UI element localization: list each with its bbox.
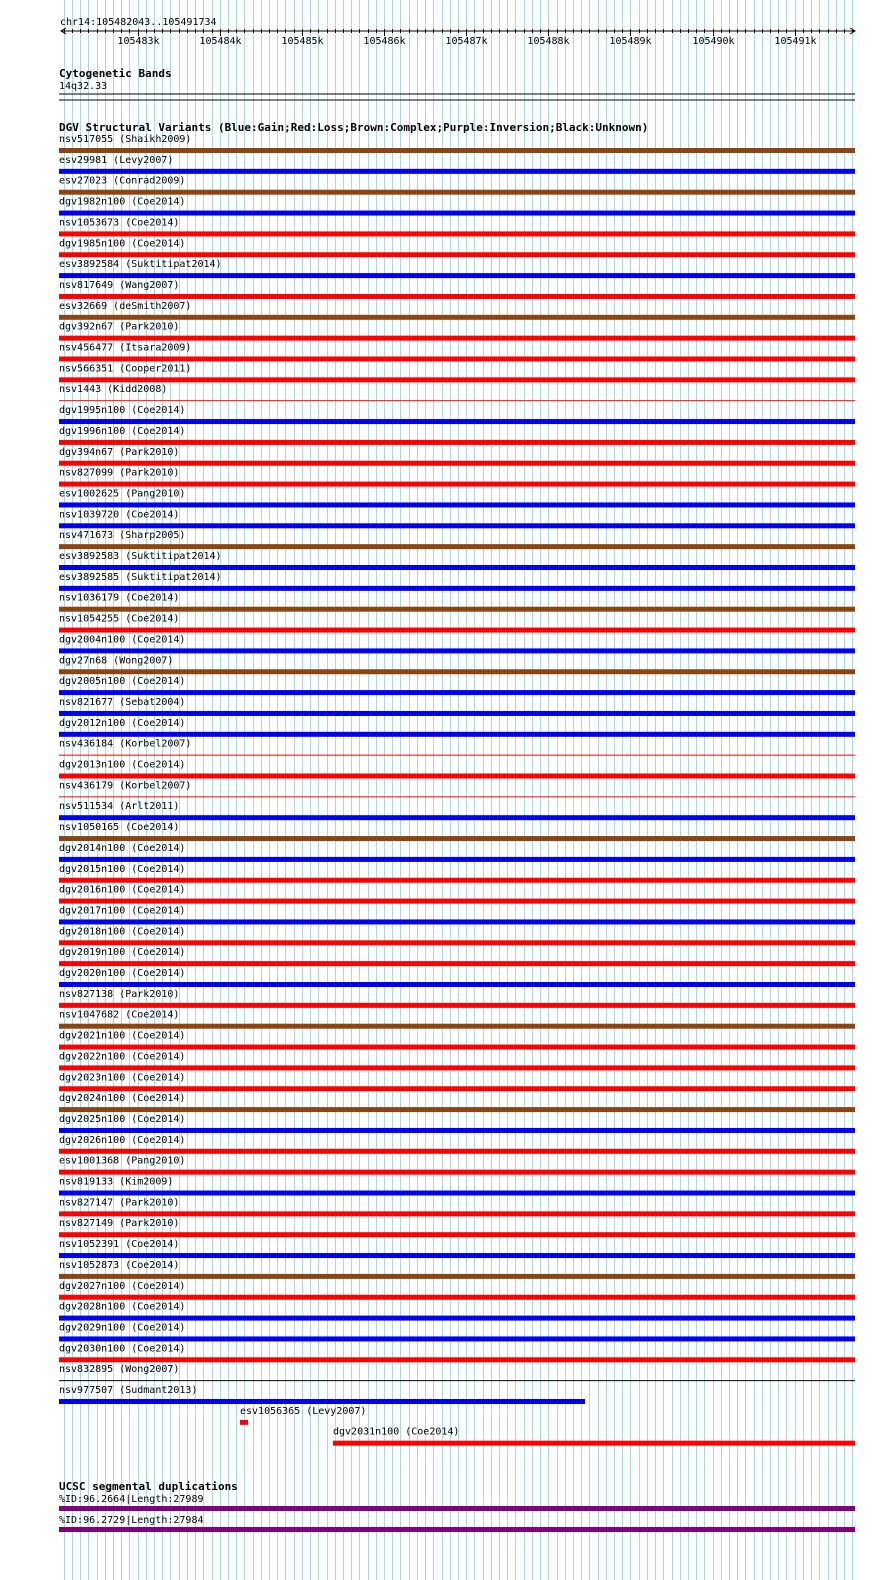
dgv-feature-label[interactable]: nsv471673 (Sharp2005) xyxy=(59,530,186,542)
dgv-feature-bar[interactable] xyxy=(59,815,855,820)
dgv-feature[interactable] xyxy=(59,259,855,278)
dgv-feature-label[interactable]: esv3892585 (Suktitipat2014) xyxy=(59,571,222,583)
dgv-feature-label[interactable]: nsv566351 (Cooper2011) xyxy=(59,363,192,375)
dgv-feature[interactable] xyxy=(59,301,855,320)
dgv-feature-bar[interactable] xyxy=(59,774,855,779)
dgv-feature-bar[interactable] xyxy=(59,357,855,362)
dgv-feature[interactable] xyxy=(59,1072,855,1091)
ruler-tick-label: 105485k xyxy=(281,36,324,47)
dgv-feature-label[interactable]: dgv2020n100 (Coe2014) xyxy=(59,968,186,979)
dgv-feature-label[interactable]: nsv827149 (Park2010) xyxy=(59,1218,180,1230)
dgv-feature[interactable] xyxy=(59,1239,855,1258)
dgv-feature[interactable] xyxy=(59,885,855,904)
segdup-feature-label[interactable]: %ID:96.2664|Length:27989 xyxy=(59,1494,204,1505)
dgv-feature-label[interactable]: dgv2012n100 (Coe2014) xyxy=(59,717,186,729)
dgv-feature[interactable] xyxy=(333,1427,855,1446)
dgv-feature-bar[interactable] xyxy=(59,148,855,153)
dgv-feature-bar[interactable] xyxy=(59,1170,855,1175)
dgv-feature-bar[interactable] xyxy=(59,294,855,299)
dgv-feature-label[interactable]: nsv817649 (Wang2007) xyxy=(59,279,180,291)
dgv-feature-label[interactable]: dgv2023n100 (Coe2014) xyxy=(59,1072,186,1084)
dgv-feature[interactable] xyxy=(59,1051,855,1070)
dgv-feature[interactable] xyxy=(59,801,855,820)
dgv-feature-label[interactable]: dgv2028n100 (Coe2014) xyxy=(59,1301,186,1313)
dgv-feature-label[interactable]: nsv517055 (Shaikh2009) xyxy=(59,134,192,145)
dgv-feature-label[interactable]: esv1001368 (Pang2010) xyxy=(59,1155,186,1167)
dgv-feature[interactable] xyxy=(59,614,855,633)
dgv-feature-label[interactable]: dgv2015n100 (Coe2014) xyxy=(59,863,186,875)
dgv-feature-label[interactable]: dgv2030n100 (Coe2014) xyxy=(59,1343,186,1355)
dgv-feature-bar[interactable] xyxy=(59,919,855,924)
dgv-feature[interactable] xyxy=(59,780,855,797)
dgv-feature[interactable] xyxy=(59,488,855,507)
dgv-feature[interactable] xyxy=(59,1281,855,1300)
dgv-feature-label[interactable]: dgv2027n100 (Coe2014) xyxy=(59,1280,186,1292)
dgv-feature[interactable] xyxy=(59,530,855,549)
segdup-feature-bar[interactable] xyxy=(59,1506,855,1511)
dgv-feature[interactable] xyxy=(59,1322,855,1341)
dgv-feature[interactable] xyxy=(59,697,855,716)
dgv-feature-label[interactable]: nsv511534 (Arlt2011) xyxy=(59,801,180,813)
dgv-feature-label[interactable]: dgv27n68 (Wong2007) xyxy=(59,655,174,667)
dgv-feature[interactable] xyxy=(59,1135,855,1154)
dgv-feature-label[interactable]: dgv2018n100 (Coe2014) xyxy=(59,926,186,938)
dgv-feature-bar[interactable] xyxy=(59,669,855,674)
segdup-feature-bar[interactable] xyxy=(59,1527,855,1532)
dgv-feature-label[interactable]: dgv394n67 (Park2010) xyxy=(59,446,180,458)
dgv-feature[interactable] xyxy=(59,843,855,862)
dgv-feature-bar[interactable] xyxy=(59,1211,855,1216)
dgv-feature[interactable] xyxy=(59,509,855,528)
dgv-feature-label[interactable]: dgv1982n100 (Coe2014) xyxy=(59,196,186,208)
dgv-feature[interactable] xyxy=(240,1406,366,1425)
dgv-feature[interactable] xyxy=(59,447,855,466)
ruler-tick-label: 105490k xyxy=(692,36,735,47)
dgv-feature-bar[interactable] xyxy=(240,1420,248,1425)
ruler-tick-label: 105491k xyxy=(774,36,817,47)
segdup-feature[interactable] xyxy=(59,1494,855,1511)
dgv-feature-bar[interactable] xyxy=(59,732,855,737)
dgv-feature-label[interactable]: dgv2021n100 (Coe2014) xyxy=(59,1030,186,1042)
dgv-feature-label[interactable]: nsv1050165 (Coe2014) xyxy=(59,822,180,834)
dgv-feature-label[interactable]: dgv392n67 (Park2010) xyxy=(59,321,180,333)
dgv-feature-bar[interactable] xyxy=(59,1065,855,1070)
dgv-feature-bar[interactable] xyxy=(59,377,855,382)
dgv-feature[interactable] xyxy=(59,426,855,445)
dgv-feature[interactable] xyxy=(59,197,855,216)
ruler-tick-label: 105487k xyxy=(445,36,488,47)
dgv-feature-bar[interactable] xyxy=(59,586,855,591)
dgv-feature-bar[interactable] xyxy=(59,899,855,904)
dgv-feature-bar[interactable] xyxy=(59,836,855,841)
dgv-feature[interactable] xyxy=(59,634,855,653)
dgv-feature[interactable] xyxy=(59,238,855,257)
region-label: chr14:105482043..105491734 xyxy=(60,17,217,28)
dgv-feature-bar[interactable] xyxy=(59,940,855,945)
dgv-feature[interactable] xyxy=(59,593,855,612)
dgv-feature[interactable] xyxy=(59,363,855,382)
dgv-feature-bar[interactable] xyxy=(59,796,855,797)
dgv-feature-bar[interactable] xyxy=(59,1232,855,1237)
dgv-feature-bar[interactable] xyxy=(59,1253,855,1258)
dgv-feature[interactable] xyxy=(59,384,855,401)
dgv-feature-label[interactable]: dgv1985n100 (Coe2014) xyxy=(59,238,186,250)
dgv-feature[interactable] xyxy=(59,905,855,924)
segdup-feature-label[interactable]: %ID:96.2729|Length:27984 xyxy=(59,1515,204,1526)
cytoband-band-label: 14q32.33 xyxy=(59,81,108,92)
dgv-feature-bar[interactable] xyxy=(59,1357,855,1362)
dgv-feature-bar[interactable] xyxy=(59,565,855,570)
dgv-feature-bar[interactable] xyxy=(59,1274,855,1279)
ruler-tick-label: 105489k xyxy=(609,36,652,47)
dgv-feature-bar[interactable] xyxy=(59,857,855,862)
dgv-feature-bar[interactable] xyxy=(59,315,855,320)
dgv-feature-bar[interactable] xyxy=(59,544,855,549)
dgv-feature[interactable] xyxy=(59,864,855,883)
dgv-feature[interactable] xyxy=(59,1114,855,1133)
dgv-feature[interactable] xyxy=(59,1197,855,1216)
dgv-feature-bar[interactable] xyxy=(59,502,855,507)
dgv-feature[interactable] xyxy=(59,947,855,966)
dgv-feature-bar[interactable] xyxy=(59,1003,855,1008)
dgv-feature-label[interactable]: nsv1054255 (Coe2014) xyxy=(59,613,180,625)
ruler-tick-label: 105486k xyxy=(363,36,406,47)
dgv-feature-bar[interactable] xyxy=(59,607,855,612)
dgv-feature-bar[interactable] xyxy=(59,1107,855,1112)
dgv-feature[interactable] xyxy=(59,280,855,299)
dgv-feature-bar[interactable] xyxy=(59,252,855,257)
dgv-feature-bar[interactable] xyxy=(59,273,855,278)
dgv-feature-bar[interactable] xyxy=(59,1399,585,1404)
dgv-feature[interactable] xyxy=(59,655,855,674)
dgv-feature[interactable] xyxy=(59,1177,855,1196)
dgv-feature-label[interactable]: dgv2004n100 (Coe2014) xyxy=(59,634,186,646)
dgv-feature[interactable] xyxy=(59,1385,585,1404)
dgv-feature[interactable] xyxy=(59,926,855,945)
dgv-feature-label[interactable]: dgv1996n100 (Coe2014) xyxy=(59,425,186,437)
dgv-feature-label[interactable]: nsv827099 (Park2010) xyxy=(59,467,180,479)
dgv-feature-label[interactable]: esv1002625 (Pang2010) xyxy=(59,488,186,500)
dgv-feature[interactable] xyxy=(59,1218,855,1237)
dgv-feature-label[interactable]: dgv2024n100 (Coe2014) xyxy=(59,1093,186,1105)
dgv-feature-label[interactable]: esv3892583 (Suktitipat2014) xyxy=(59,551,222,562)
dgv-feature-label[interactable]: nsv1039720 (Coe2014) xyxy=(59,509,180,521)
dgv-feature[interactable] xyxy=(59,760,855,779)
dgv-feature-label[interactable]: nsv1443 (Kidd2008) xyxy=(59,384,168,396)
dgv-feature-label[interactable]: dgv2019n100 (Coe2014) xyxy=(59,947,186,959)
dgv-feature-bar[interactable] xyxy=(59,1024,855,1029)
dgv-feature-bar[interactable] xyxy=(59,1336,855,1341)
segdup-feature[interactable] xyxy=(59,1515,855,1532)
dgv-feature-bar[interactable] xyxy=(59,1295,855,1300)
dgv-feature[interactable] xyxy=(59,1093,855,1112)
dgv-feature-label[interactable]: nsv819133 (Kim2009) xyxy=(59,1176,174,1188)
dgv-feature-label[interactable]: dgv2022n100 (Coe2014) xyxy=(59,1051,186,1063)
dgv-feature-bar[interactable] xyxy=(59,419,855,424)
dgv-feature-bar[interactable] xyxy=(59,982,855,987)
dgv-feature-bar[interactable] xyxy=(59,961,855,966)
dgv-feature-label[interactable]: esv3892584 (Suktitipat2014) xyxy=(59,259,222,271)
dgv-feature-label[interactable]: nsv827147 (Park2010) xyxy=(59,1197,180,1209)
dgv-feature[interactable] xyxy=(59,676,855,695)
dgv-feature-bar[interactable] xyxy=(333,1441,855,1446)
dgv-feature-label[interactable]: dgv2026n100 (Coe2014) xyxy=(59,1134,186,1146)
dgv-feature-label[interactable]: nsv1052391 (Coe2014) xyxy=(59,1239,180,1251)
dgv-feature-label[interactable]: dgv2029n100 (Coe2014) xyxy=(59,1322,186,1334)
dgv-feature-bar[interactable] xyxy=(59,648,855,653)
dgv-feature[interactable] xyxy=(59,1260,855,1279)
dgv-feature-label[interactable]: nsv827138 (Park2010) xyxy=(59,988,180,1000)
dgv-feature-label[interactable]: nsv1052873 (Coe2014) xyxy=(59,1259,180,1271)
dgv-feature-bar[interactable] xyxy=(59,1191,855,1196)
dgv-feature-label[interactable]: esv1056365 (Levy2007) xyxy=(240,1405,367,1417)
dgv-feature-label[interactable]: nsv977507 (Sudmant2013) xyxy=(59,1385,198,1396)
dgv-feature-label[interactable]: nsv456477 (Itsara2009) xyxy=(59,342,192,354)
dgv-feature-label[interactable]: nsv821677 (Sebat2004) xyxy=(59,696,186,708)
dgv-feature[interactable] xyxy=(59,1010,855,1029)
dgv-feature[interactable] xyxy=(59,1156,855,1175)
dgv-feature-bar[interactable] xyxy=(59,1128,855,1133)
dgv-feature-list xyxy=(59,134,855,1446)
dgv-feature[interactable] xyxy=(59,739,855,756)
dgv-feature-label[interactable]: dgv1995n100 (Coe2014) xyxy=(59,405,186,417)
dgv-feature-label[interactable]: nsv1036179 (Coe2014) xyxy=(59,592,180,604)
dgv-feature[interactable] xyxy=(59,1302,855,1321)
dgv-feature[interactable] xyxy=(59,822,855,841)
dgv-feature[interactable] xyxy=(59,176,855,195)
dgv-feature[interactable] xyxy=(59,1031,855,1050)
dgv-feature-label[interactable]: esv29981 (Levy2007) xyxy=(59,154,174,166)
dgv-feature-bar[interactable] xyxy=(59,523,855,528)
dgv-feature-bar[interactable] xyxy=(59,231,855,236)
dgv-feature-bar[interactable] xyxy=(59,1086,855,1091)
dgv-feature-bar[interactable] xyxy=(59,755,855,756)
dgv-feature-label[interactable]: dgv2031n100 (Coe2014) xyxy=(333,1426,460,1438)
dgv-feature-label[interactable]: dgv2005n100 (Coe2014) xyxy=(59,676,186,688)
dgv-feature-bar[interactable] xyxy=(59,1045,855,1050)
segdup-track-title: UCSC segmental duplications xyxy=(59,1480,238,1493)
dgv-feature-bar[interactable] xyxy=(59,690,855,695)
dgv-track-title: DGV Structural Variants (Blue:Gain;Red:Loss;Brown:Complex;Purple:Inversion;Black:Unknown) xyxy=(59,121,649,134)
dgv-feature[interactable] xyxy=(59,322,855,341)
dgv-feature-bar[interactable] xyxy=(59,1149,855,1154)
dgv-feature[interactable] xyxy=(59,551,855,570)
ruler-tick-label: 105488k xyxy=(527,36,570,47)
dgv-feature-label[interactable]: nsv436179 (Korbel2007) xyxy=(59,780,192,792)
dgv-feature[interactable] xyxy=(59,968,855,987)
dgv-feature-label[interactable]: nsv1047682 (Coe2014) xyxy=(59,1009,180,1021)
dgv-feature-bar[interactable] xyxy=(59,628,855,633)
dgv-feature-label[interactable]: nsv436184 (Korbel2007) xyxy=(59,738,192,750)
ruler-tick-label: 105483k xyxy=(117,36,160,47)
dgv-feature-label[interactable]: dgv2014n100 (Coe2014) xyxy=(59,842,186,854)
dgv-feature[interactable] xyxy=(59,155,855,174)
dgv-feature-label[interactable]: esv27023 (Conrad2009) xyxy=(59,175,186,187)
dgv-feature-bar[interactable] xyxy=(59,211,855,216)
dgv-feature-bar[interactable] xyxy=(59,482,855,487)
ruler xyxy=(65,29,853,47)
segdup-feature-list xyxy=(59,1494,855,1532)
dgv-feature[interactable] xyxy=(59,468,855,487)
dgv-feature-label[interactable]: nsv832895 (Wong2007) xyxy=(59,1364,180,1376)
dgv-feature-label[interactable]: dgv2017n100 (Coe2014) xyxy=(59,905,186,917)
dgv-feature-bar[interactable] xyxy=(59,440,855,445)
dgv-feature[interactable] xyxy=(59,572,855,591)
dgv-feature-label[interactable]: dgv2013n100 (Coe2014) xyxy=(59,759,186,771)
dgv-feature-bar[interactable] xyxy=(59,336,855,341)
dgv-feature[interactable] xyxy=(59,405,855,424)
cytoband-track-title: Cytogenetic Bands xyxy=(59,67,172,80)
dgv-feature-bar[interactable] xyxy=(59,169,855,174)
dgv-feature-label[interactable]: dgv2025n100 (Coe2014) xyxy=(59,1113,186,1125)
dgv-feature[interactable] xyxy=(59,989,855,1008)
dgv-feature[interactable] xyxy=(59,1343,855,1362)
dgv-feature[interactable] xyxy=(59,1364,855,1381)
dgv-feature-label[interactable]: esv32669 (deSmith2007) xyxy=(59,300,192,312)
dgv-feature-bar[interactable] xyxy=(59,711,855,716)
dgv-feature-bar[interactable] xyxy=(59,1380,855,1381)
dgv-feature[interactable] xyxy=(59,718,855,737)
dgv-feature-bar[interactable] xyxy=(59,461,855,466)
dgv-feature-label[interactable]: nsv1053673 (Coe2014) xyxy=(59,217,180,229)
ruler-tick-label: 105484k xyxy=(199,36,242,47)
dgv-feature[interactable] xyxy=(59,217,855,236)
dgv-feature-bar[interactable] xyxy=(59,878,855,883)
dgv-feature-bar[interactable] xyxy=(59,400,855,401)
dgv-feature[interactable] xyxy=(59,134,855,153)
dgv-feature-bar[interactable] xyxy=(59,190,855,195)
dgv-feature[interactable] xyxy=(59,343,855,362)
dgv-feature-label[interactable]: dgv2016n100 (Coe2014) xyxy=(59,884,186,896)
dgv-feature-bar[interactable] xyxy=(59,1316,855,1321)
